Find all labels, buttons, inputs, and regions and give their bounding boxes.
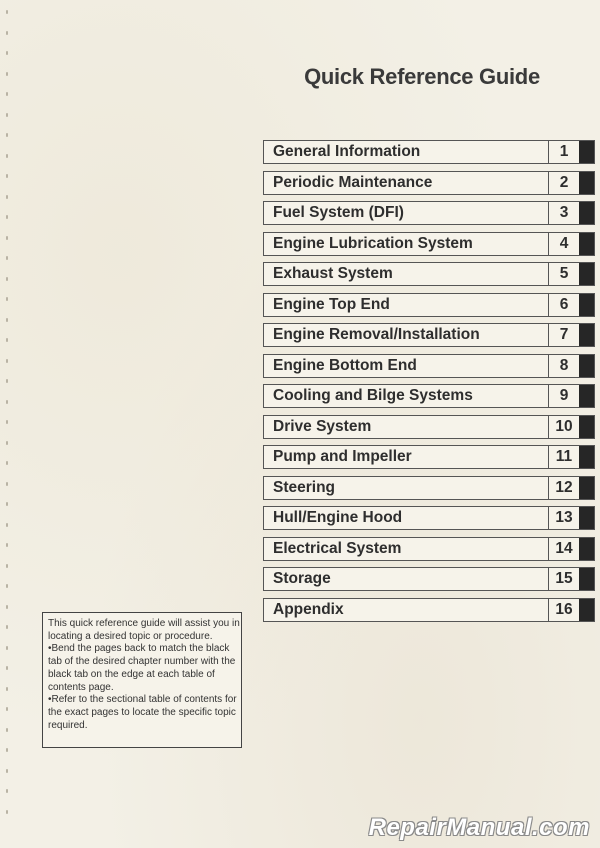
- black-tab: [579, 233, 594, 255]
- toc-number: 9: [548, 385, 579, 407]
- toc-row-engine-top-end[interactable]: [263, 293, 595, 317]
- black-tab: [579, 385, 594, 407]
- toc-row-drive-system[interactable]: [263, 415, 595, 439]
- toc-number: 2: [548, 172, 579, 194]
- toc-row-periodic-maintenance[interactable]: [263, 171, 595, 195]
- binding-hole-mark: [6, 646, 8, 650]
- note-bullet-refer-table: •Refer to the sectional table of contents for the exact pages to locate the specific topic required.: [48, 694, 237, 731]
- toc-label: Steering: [273, 478, 336, 496]
- binding-hole-mark: [6, 728, 8, 732]
- toc-label: Pump and Impeller: [273, 448, 412, 465]
- toc-label: Drive System: [273, 417, 372, 435]
- binding-hole-mark: [6, 441, 8, 445]
- binding-hole-mark: [6, 174, 8, 178]
- toc-row-exhaust-system[interactable]: [263, 262, 595, 286]
- toc-number: 1: [548, 141, 579, 163]
- instruction-note-box: [42, 612, 242, 748]
- toc-row-general-information[interactable]: [263, 140, 595, 164]
- note-intro: This quick reference guide will assist you in locating a desired topic or procedure.: [48, 618, 240, 642]
- toc-label: Engine Lubrication System: [273, 234, 473, 252]
- toc-row-cooling-and-bilge-systems[interactable]: [263, 384, 595, 408]
- black-tab: [579, 477, 594, 499]
- toc-number: 14: [548, 538, 579, 560]
- binding-hole-mark: [6, 215, 8, 219]
- toc-number: 11: [548, 446, 579, 468]
- toc-number: 4: [548, 233, 579, 255]
- toc-label: Storage: [273, 570, 331, 587]
- binding-hole-mark: [6, 543, 8, 547]
- binding-hole-mark: [6, 502, 8, 506]
- toc-label: Appendix: [273, 600, 344, 618]
- binding-hole-mark: [6, 318, 8, 322]
- black-tab: [579, 324, 594, 346]
- binding-hole-mark: [6, 769, 8, 773]
- toc-row-electrical-system[interactable]: [263, 537, 595, 561]
- black-tab: [579, 416, 594, 438]
- binding-hole-mark: [6, 482, 8, 486]
- binding-hole-mark: [6, 379, 8, 383]
- binding-hole-mark: [6, 154, 8, 158]
- binding-hole-mark: [6, 789, 8, 793]
- toc-row-engine-lubrication-system[interactable]: [263, 232, 595, 256]
- black-tab: [579, 355, 594, 377]
- binding-hole-mark: [6, 564, 8, 568]
- binding-hole-mark: [6, 277, 8, 281]
- binding-hole-mark: [6, 236, 8, 240]
- toc-row-engine-removal-installation[interactable]: [263, 323, 595, 347]
- toc-label: Engine Bottom End: [273, 356, 417, 374]
- toc-row-engine-bottom-end[interactable]: [263, 354, 595, 378]
- toc-row-appendix[interactable]: [263, 598, 595, 622]
- toc-label: Hull/Engine Hood: [273, 509, 403, 526]
- toc-number: 10: [548, 416, 579, 438]
- binding-hole-mark: [6, 687, 8, 691]
- toc-label: Fuel System (DFI): [273, 204, 404, 221]
- toc-label: Electrical System: [273, 539, 402, 557]
- binding-hole-mark: [6, 810, 8, 814]
- page-title: Quick Reference Guide: [304, 64, 540, 89]
- toc-number: 15: [548, 568, 579, 590]
- binding-hole-mark: [6, 400, 8, 404]
- binding-hole-mark: [6, 707, 8, 711]
- binding-hole-mark: [6, 625, 8, 629]
- black-tab: [579, 263, 594, 285]
- toc-number: 12: [548, 477, 579, 499]
- binding-hole-mark: [6, 195, 8, 199]
- binding-hole-mark: [6, 10, 8, 14]
- toc-row-storage[interactable]: [263, 567, 595, 591]
- toc-label: Periodic Maintenance: [273, 173, 433, 191]
- black-tab: [579, 507, 594, 529]
- binding-hole-mark: [6, 461, 8, 465]
- binding-hole-mark: [6, 666, 8, 670]
- binding-hole-mark: [6, 31, 8, 35]
- toc-number: 5: [548, 263, 579, 285]
- binding-hole-mark: [6, 51, 8, 55]
- toc-row-fuel-system[interactable]: [263, 201, 595, 225]
- binding-hole-mark: [6, 338, 8, 342]
- black-tab: [579, 446, 594, 468]
- binding-hole-mark: [6, 605, 8, 609]
- toc-number: 3: [548, 202, 579, 224]
- black-tab: [579, 141, 594, 163]
- black-tab: [579, 294, 594, 316]
- toc-row-pump-and-impeller[interactable]: [263, 445, 595, 469]
- binding-hole-mark: [6, 359, 8, 363]
- watermark-logo: RepairManual.com: [368, 814, 590, 841]
- black-tab: [579, 172, 594, 194]
- binding-hole-mark: [6, 256, 8, 260]
- toc-row-hull-engine-hood[interactable]: [263, 506, 595, 530]
- toc-number: 6: [548, 294, 579, 316]
- binding-hole-mark: [6, 92, 8, 96]
- binding-hole-mark: [6, 420, 8, 424]
- black-tab: [579, 568, 594, 590]
- note-bullet-bend-pages: •Bend the pages back to match the black tab of the desired chapter number with the black tab on the edge at each table of contents page.: [48, 643, 236, 693]
- toc-number: 7: [548, 324, 579, 346]
- black-tab: [579, 538, 594, 560]
- binding-hole-mark: [6, 113, 8, 117]
- binding-hole-mark: [6, 523, 8, 527]
- toc-label: Engine Top End: [273, 295, 390, 313]
- binding-hole-mark: [6, 584, 8, 588]
- toc-label: Cooling and Bilge Systems: [273, 387, 473, 404]
- binding-holes: [2, 10, 12, 830]
- toc-list: [263, 140, 595, 628]
- black-tab: [579, 599, 594, 621]
- toc-row-steering[interactable]: [263, 476, 595, 500]
- binding-hole-mark: [6, 133, 8, 137]
- toc-label: Exhaust System: [273, 265, 393, 282]
- binding-hole-mark: [6, 748, 8, 752]
- black-tab: [579, 202, 594, 224]
- binding-hole-mark: [6, 297, 8, 301]
- toc-number: 16: [548, 599, 579, 621]
- toc-number: 8: [548, 355, 579, 377]
- binding-hole-mark: [6, 72, 8, 76]
- toc-label: General Information: [273, 143, 421, 160]
- toc-label: Engine Removal/Installation: [273, 326, 480, 343]
- toc-number: 13: [548, 507, 579, 529]
